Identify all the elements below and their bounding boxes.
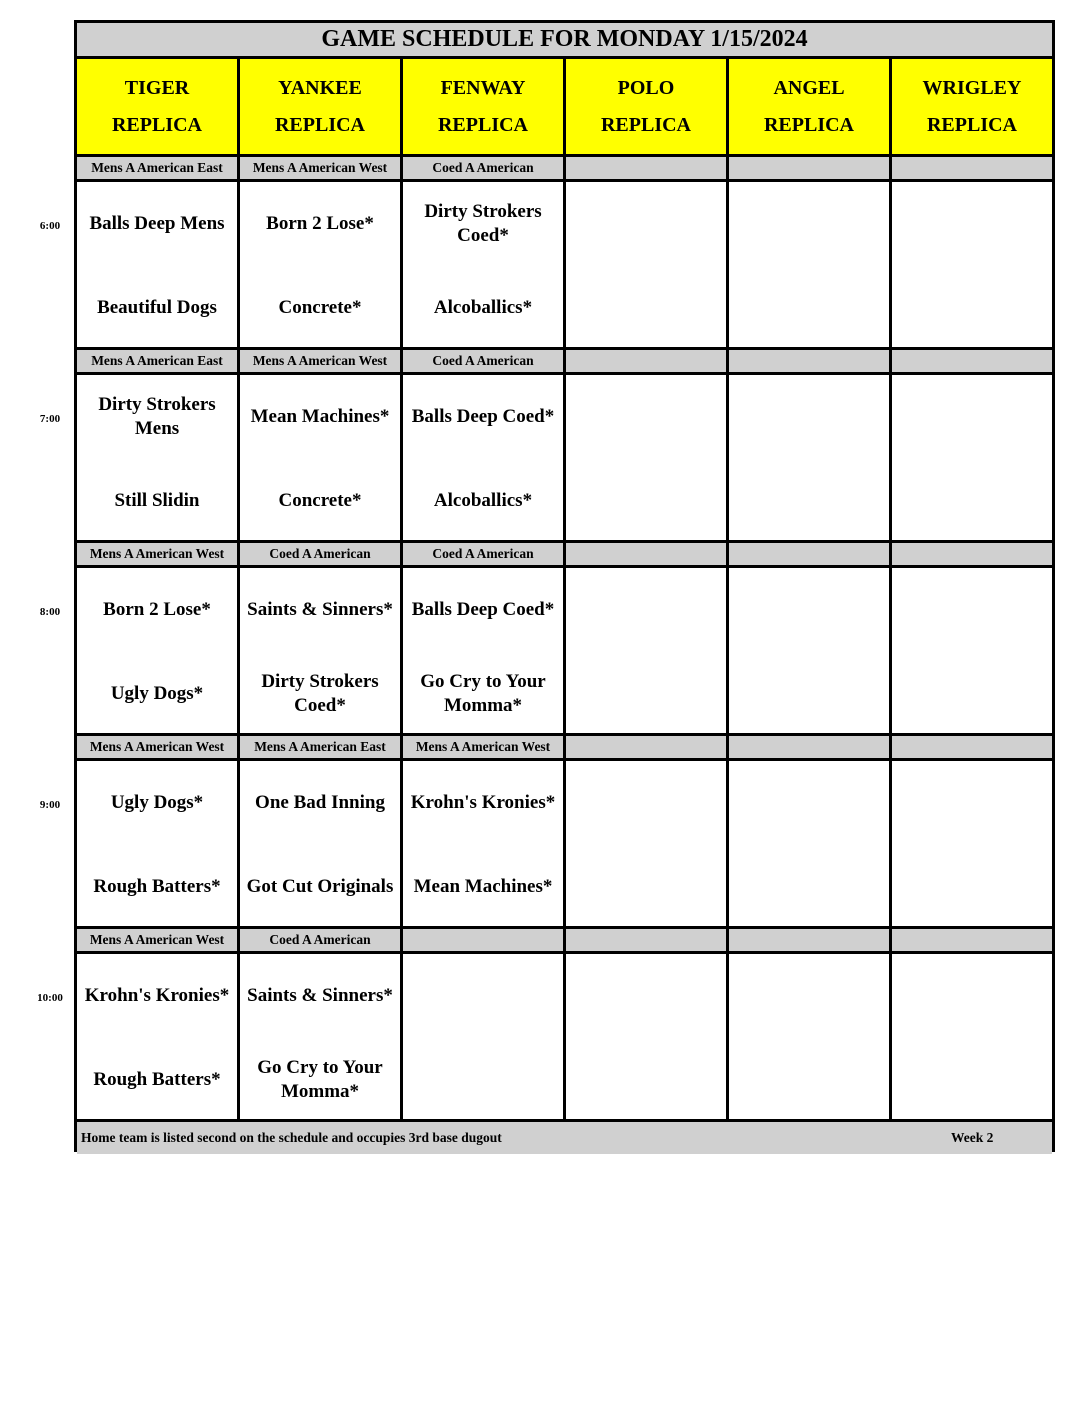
division-label bbox=[892, 350, 1052, 375]
home-team: Mean Machines* bbox=[413, 876, 553, 897]
division-label bbox=[729, 929, 892, 954]
game-cell bbox=[729, 182, 892, 350]
footer-bar bbox=[77, 1122, 1052, 1154]
division-label: Mens A American West bbox=[403, 736, 566, 761]
park-header bbox=[77, 59, 240, 157]
division-label: Coed A American bbox=[403, 350, 566, 375]
game-cell bbox=[729, 375, 892, 543]
game-cell bbox=[566, 182, 729, 350]
park-header bbox=[729, 59, 892, 157]
game-cell bbox=[240, 761, 403, 929]
game-cell bbox=[240, 568, 403, 736]
away-team: Krohn's Kronies* bbox=[410, 792, 556, 813]
home-team: Rough Batters* bbox=[93, 1069, 221, 1090]
home-team-note: Home team is listed second on the schedule and occupies 3rd base dugout bbox=[81, 1130, 502, 1145]
home-team: Alcoballics* bbox=[433, 297, 533, 318]
game-cell bbox=[729, 568, 892, 736]
game-cell bbox=[403, 375, 566, 543]
home-team: Still Slidin bbox=[114, 490, 200, 511]
division-label: Mens A American West bbox=[77, 543, 240, 568]
game-cell bbox=[566, 375, 729, 543]
home-team: Beautiful Dogs bbox=[97, 297, 217, 318]
page-title: GAME SCHEDULE FOR MONDAY 1/15/2024 bbox=[77, 23, 1052, 59]
division-label: Coed A American bbox=[403, 157, 566, 182]
division-label: Coed A American bbox=[403, 543, 566, 568]
division-label bbox=[892, 543, 1052, 568]
game-cell bbox=[892, 761, 1052, 929]
division-label bbox=[566, 543, 729, 568]
park-header bbox=[240, 59, 403, 157]
home-team: Rough Batters* bbox=[93, 876, 221, 897]
schedule-table bbox=[74, 20, 1055, 1152]
division-label bbox=[566, 929, 729, 954]
park-name: FENWAY bbox=[440, 76, 526, 99]
park-subtitle: REPLICA bbox=[274, 113, 365, 136]
time-label: 10:00 bbox=[37, 992, 63, 1004]
division-label bbox=[729, 350, 892, 375]
time-label: 9:00 bbox=[39, 799, 61, 811]
away-team: Born 2 Lose* bbox=[103, 599, 211, 620]
park-header bbox=[403, 59, 566, 157]
division-label bbox=[403, 929, 566, 954]
game-cell bbox=[566, 954, 729, 1122]
division-label: Mens A American West bbox=[77, 736, 240, 761]
division-label bbox=[892, 929, 1052, 954]
division-label bbox=[729, 157, 892, 182]
away-team: Balls Deep Coed* bbox=[411, 406, 555, 427]
home-team: Got Cut Originals bbox=[246, 876, 394, 897]
park-subtitle: REPLICA bbox=[600, 113, 691, 136]
division-label: Mens A American West bbox=[77, 929, 240, 954]
division-label: Mens A American West bbox=[240, 157, 403, 182]
park-name: WRIGLEY bbox=[922, 76, 1022, 99]
home-team: Ugly Dogs* bbox=[110, 683, 204, 704]
game-cell bbox=[892, 954, 1052, 1122]
away-team: Ugly Dogs* bbox=[110, 792, 204, 813]
away-team: Saints & Sinners* bbox=[247, 985, 393, 1006]
division-label: Mens A American West bbox=[240, 350, 403, 375]
game-cell bbox=[729, 761, 892, 929]
game-cell bbox=[77, 182, 240, 350]
away-team: Dirty Strokers Mens bbox=[98, 394, 216, 439]
away-team: Balls Deep Mens bbox=[89, 213, 225, 234]
away-team: Saints & Sinners* bbox=[247, 599, 393, 620]
park-subtitle: REPLICA bbox=[437, 113, 528, 136]
away-team: Balls Deep Coed* bbox=[411, 599, 555, 620]
division-label bbox=[892, 157, 1052, 182]
game-cell bbox=[77, 761, 240, 929]
game-cell bbox=[892, 568, 1052, 736]
home-team: Alcoballics* bbox=[433, 490, 533, 511]
time-label: 8:00 bbox=[39, 606, 61, 618]
away-team: Born 2 Lose* bbox=[266, 213, 374, 234]
game-cell bbox=[566, 761, 729, 929]
home-team: Concrete* bbox=[278, 297, 362, 318]
away-team: Mean Machines* bbox=[250, 406, 390, 427]
time-label: 6:00 bbox=[39, 220, 61, 232]
division-label bbox=[566, 736, 729, 761]
game-cell bbox=[240, 375, 403, 543]
division-label bbox=[566, 157, 729, 182]
park-subtitle: REPLICA bbox=[763, 113, 854, 136]
time-label: 7:00 bbox=[39, 413, 61, 425]
park-subtitle: REPLICA bbox=[926, 113, 1017, 136]
home-team: Go Cry to Your Momma* bbox=[420, 671, 546, 716]
game-cell bbox=[240, 182, 403, 350]
game-cell bbox=[892, 182, 1052, 350]
division-label bbox=[729, 543, 892, 568]
away-team: Krohn's Kronies* bbox=[84, 985, 230, 1006]
division-label: Mens A American East bbox=[77, 350, 240, 375]
division-label bbox=[892, 736, 1052, 761]
game-cell bbox=[403, 182, 566, 350]
away-team: One Bad Inning bbox=[255, 792, 385, 813]
division-label: Coed A American bbox=[240, 929, 403, 954]
home-team: Dirty Strokers Coed* bbox=[261, 671, 379, 716]
away-team: Dirty Strokers Coed* bbox=[424, 201, 542, 246]
game-cell bbox=[240, 954, 403, 1122]
park-name: YANKEE bbox=[278, 76, 362, 99]
home-team: Go Cry to Your Momma* bbox=[257, 1057, 383, 1102]
game-cell bbox=[566, 568, 729, 736]
game-cell bbox=[77, 568, 240, 736]
game-cell bbox=[729, 954, 892, 1122]
week-label: Week 2 bbox=[951, 1130, 994, 1145]
division-label: Mens A American East bbox=[77, 157, 240, 182]
park-name: POLO bbox=[617, 76, 675, 99]
game-cell bbox=[403, 954, 566, 1122]
home-team: Concrete* bbox=[278, 490, 362, 511]
park-name: TIGER bbox=[124, 76, 190, 99]
game-cell bbox=[892, 375, 1052, 543]
park-subtitle: REPLICA bbox=[111, 113, 202, 136]
division-label: Mens A American East bbox=[240, 736, 403, 761]
game-cell bbox=[77, 954, 240, 1122]
game-cell bbox=[403, 568, 566, 736]
park-name: ANGEL bbox=[773, 76, 845, 99]
division-label: Coed A American bbox=[240, 543, 403, 568]
division-label bbox=[729, 736, 892, 761]
game-cell bbox=[403, 761, 566, 929]
division-label bbox=[566, 350, 729, 375]
game-cell bbox=[77, 375, 240, 543]
park-header bbox=[892, 59, 1052, 157]
park-header bbox=[566, 59, 729, 157]
